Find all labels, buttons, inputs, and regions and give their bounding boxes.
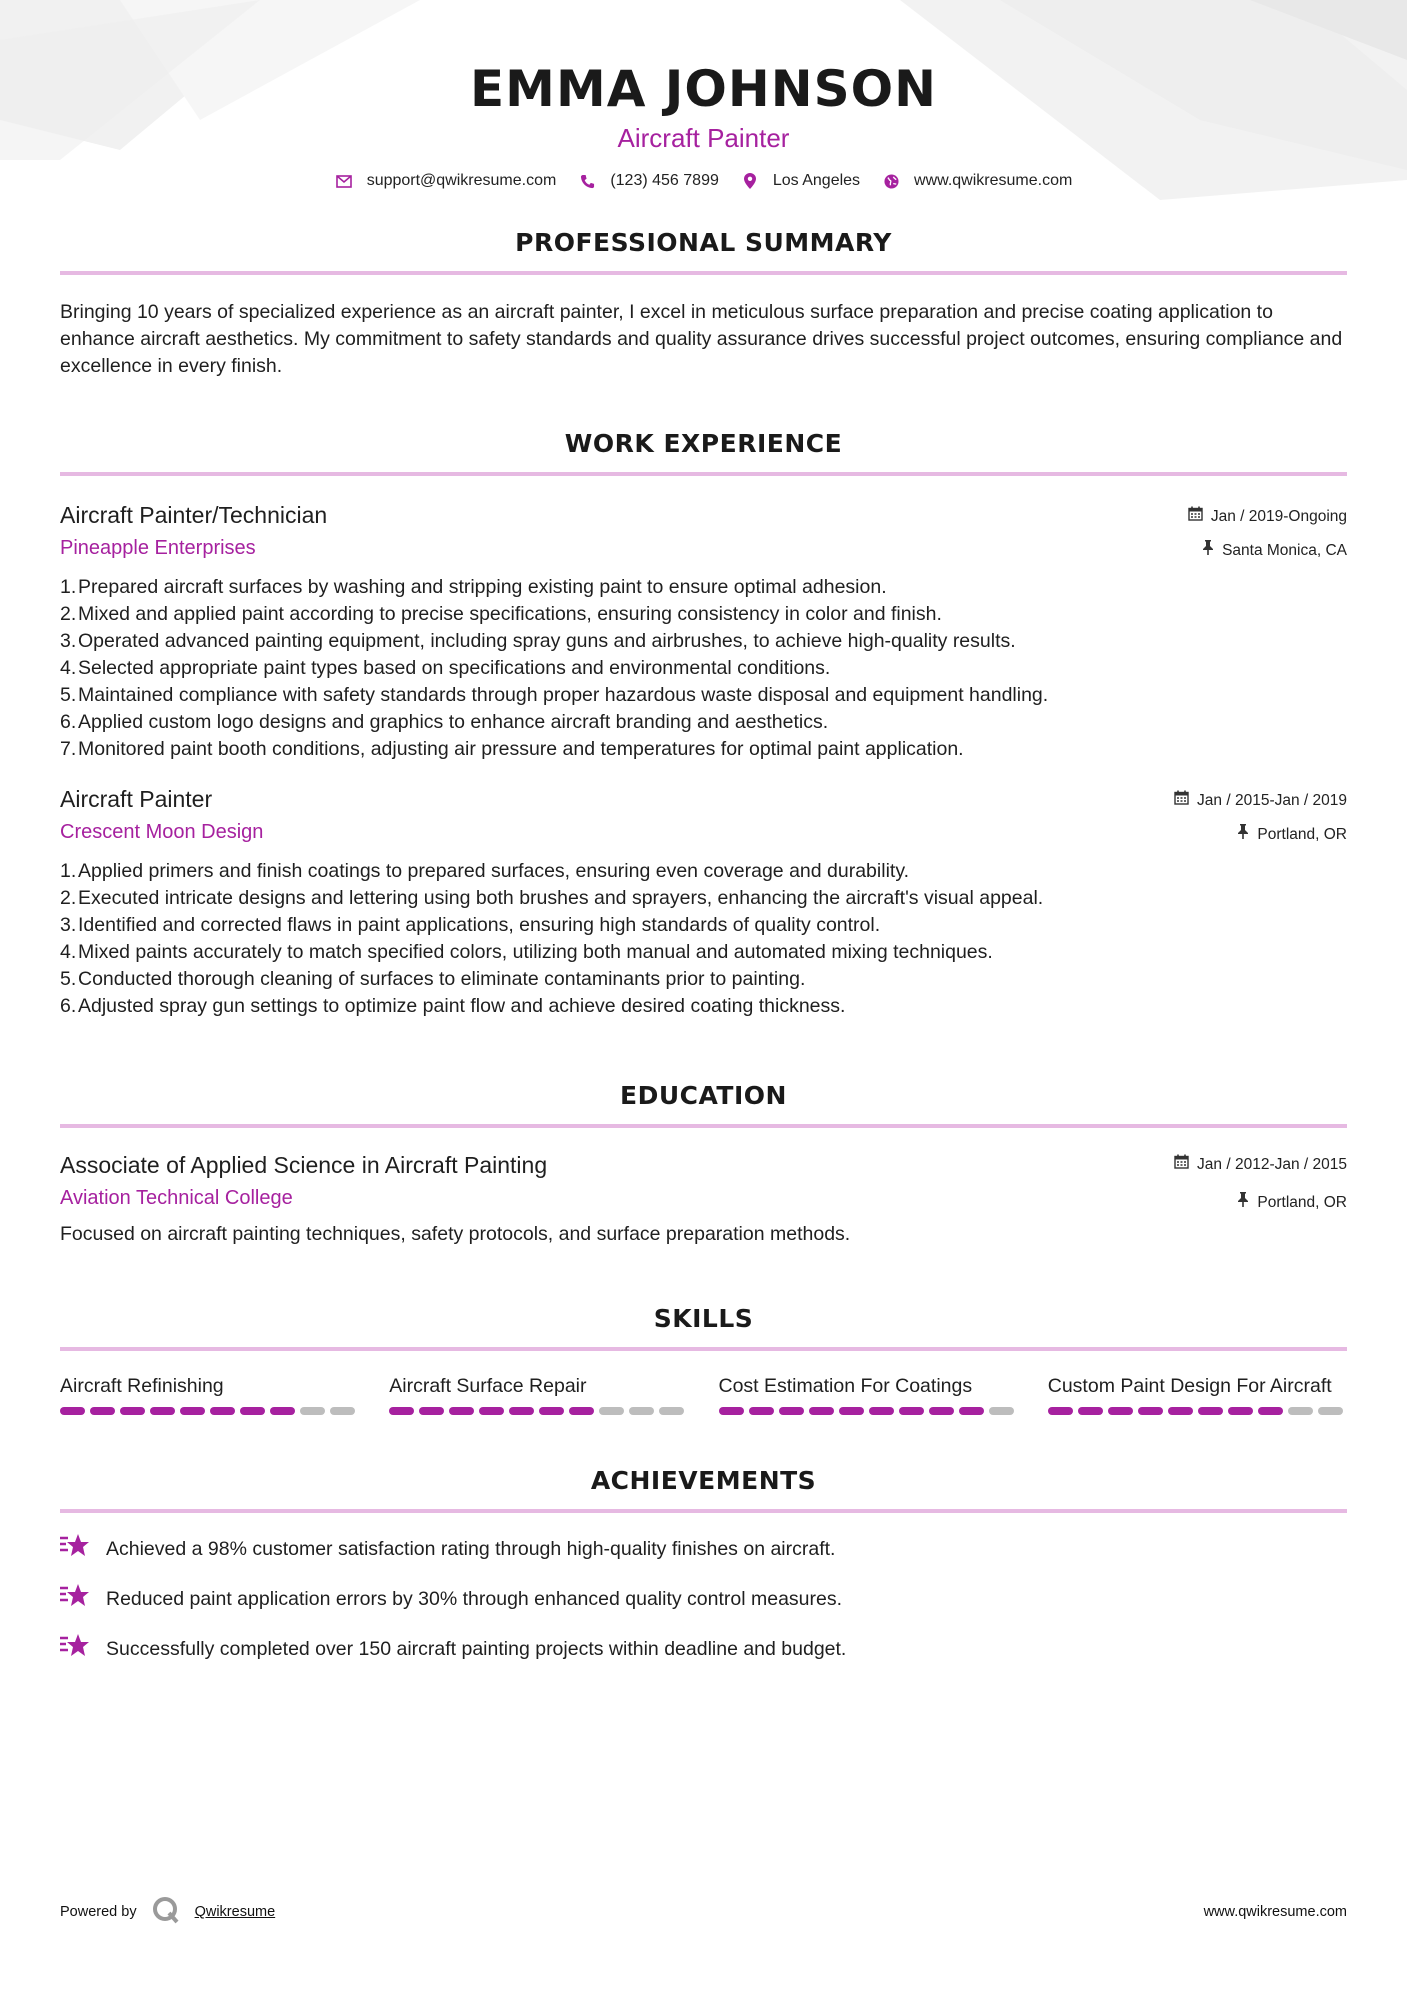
experience-heading: WORK EXPERIENCE xyxy=(564,429,843,458)
skill-level-segment xyxy=(270,1407,295,1415)
job-entry xyxy=(60,784,1347,1020)
education-entry xyxy=(60,1150,1347,1248)
skill-level-segment xyxy=(719,1407,744,1415)
achievements-section xyxy=(60,1465,1347,1665)
skill-level-segment xyxy=(899,1407,924,1415)
email-text: support@qwikresume.com xyxy=(366,172,557,189)
contact-phone[interactable] xyxy=(578,172,719,190)
list-item: 2. Executed intricate designs and lettering using both brushes and sprayers, enhancing the aircraft's visual appeal. xyxy=(60,887,1044,909)
skill-level-segment xyxy=(929,1407,954,1415)
education-heading: EDUCATION xyxy=(620,1081,787,1110)
skill-level-segment xyxy=(599,1407,624,1415)
skill-level-segment xyxy=(659,1407,684,1415)
job-company: Crescent Moon Design xyxy=(60,821,264,843)
job-title: Aircraft Painter xyxy=(60,786,213,812)
list-item: 3. Operated advanced painting equipment, including spray guns and airbrushes, to achieve high-quality results. xyxy=(60,630,1016,652)
skill-level-segment xyxy=(389,1407,414,1415)
calendar-icon xyxy=(1174,790,1189,811)
list-item: 6. Adjusted spray gun settings to optimize paint flow and achieve desired coating thickness. xyxy=(60,995,846,1017)
skill-level-segment xyxy=(839,1407,864,1415)
list-item: 2. Mixed and applied paint according to precise specifications, ensuring consistency in color and finish. xyxy=(60,603,942,625)
job-dates: Jan / 2019-Ongoing xyxy=(1210,507,1347,525)
list-item: 5. Maintained compliance with safety standards through proper hazardous waste disposal and equipment handling. xyxy=(60,684,1049,706)
calendar-icon xyxy=(1188,506,1203,527)
phone-text: (123) 456 7899 xyxy=(610,172,719,189)
skill-item xyxy=(60,1373,359,1415)
skill-level-segment xyxy=(1198,1407,1223,1415)
footer-website-link[interactable]: www.qwikresume.com xyxy=(1203,1904,1347,1920)
school-name: Aviation Technical College xyxy=(60,1187,293,1209)
skill-item xyxy=(1048,1373,1347,1415)
section-divider xyxy=(60,472,1347,476)
resume-header xyxy=(60,0,1347,190)
education-dates: Jan / 2012-Jan / 2015 xyxy=(1197,1155,1347,1173)
skill-level-segment xyxy=(1078,1407,1103,1415)
list-item: 7. Monitored paint booth conditions, adjusting air pressure and temperatures for optimal paint application. xyxy=(60,738,964,760)
list-item: 1. Applied primers and finish coatings to prepared surfaces, ensuring even coverage and durability. xyxy=(60,860,910,882)
skill-level-segment xyxy=(1318,1407,1343,1415)
star-icon xyxy=(60,1633,90,1665)
globe-icon xyxy=(882,172,900,190)
contact-bar xyxy=(60,172,1347,190)
candidate-role: Aircraft Painter xyxy=(617,123,790,153)
contact-website[interactable] xyxy=(882,172,1072,190)
experience-section xyxy=(60,428,1347,1020)
skill-level-segment xyxy=(1168,1407,1193,1415)
skill-name: Custom Paint Design For Aircraft xyxy=(1047,1375,1332,1397)
job-entry xyxy=(60,500,1347,763)
powered-by-label: Powered by xyxy=(60,1904,137,1920)
skill-level-bar xyxy=(1048,1407,1347,1415)
skill-level-segment xyxy=(569,1407,594,1415)
list-item: Achieved a 98% customer satisfaction rating through high-quality finishes on aircraft. xyxy=(60,1533,1347,1565)
education-section xyxy=(60,1080,1347,1248)
skill-level-segment xyxy=(509,1407,534,1415)
skills-heading: SKILLS xyxy=(653,1304,754,1333)
skill-level-segment xyxy=(1108,1407,1133,1415)
skill-level-segment xyxy=(330,1407,355,1415)
section-divider xyxy=(60,1347,1347,1351)
skill-level-segment xyxy=(989,1407,1014,1415)
skill-item xyxy=(719,1373,1018,1415)
calendar-icon xyxy=(1174,1154,1189,1175)
skills-grid xyxy=(60,1373,1347,1415)
map-marker-icon xyxy=(741,172,759,190)
candidate-name: EMMA JOHNSON xyxy=(470,60,937,118)
list-item: 3. Identified and corrected flaws in paint applications, ensuring high standards of quality control. xyxy=(60,914,881,936)
skill-item xyxy=(389,1373,688,1415)
skill-level-segment xyxy=(210,1407,235,1415)
degree-title: Associate of Applied Science in Aircraft Painting xyxy=(60,1152,548,1178)
job-bullets xyxy=(60,574,1347,763)
list-item: 5. Conducted thorough cleaning of surfaces to eliminate contaminants prior to painting. xyxy=(60,968,806,990)
pushpin-icon xyxy=(1202,540,1214,561)
skill-level-segment xyxy=(1258,1407,1283,1415)
skill-level-segment xyxy=(779,1407,804,1415)
skill-name: Cost Estimation For Coatings xyxy=(718,1375,973,1397)
skill-level-segment xyxy=(120,1407,145,1415)
list-item: 4. Selected appropriate paint types based on specifications and environmental conditions. xyxy=(60,657,831,679)
star-icon xyxy=(60,1583,90,1615)
job-location: Portland, OR xyxy=(1257,825,1347,843)
qwikresume-logo-icon xyxy=(151,1895,181,1929)
skill-level-segment xyxy=(959,1407,984,1415)
skill-level-segment xyxy=(90,1407,115,1415)
pushpin-icon xyxy=(1237,1192,1249,1213)
section-divider xyxy=(60,1124,1347,1128)
skill-level-segment xyxy=(629,1407,654,1415)
achievements-list xyxy=(60,1533,1347,1665)
skill-level-bar xyxy=(719,1407,1018,1415)
job-location: Santa Monica, CA xyxy=(1222,541,1347,559)
summary-text: Bringing 10 years of specialized experience as an aircraft painter, I excel in meticulous surface preparation and precise coating application to enhance aircraft aesthetics. My commitment to safety standards and quality assurance drives successful project outcomes, ensuring compliance and excellence in every finish. xyxy=(60,301,1343,377)
skill-level-segment xyxy=(60,1407,85,1415)
contact-email[interactable] xyxy=(335,172,557,190)
website-text: www.qwikresume.com xyxy=(914,172,1073,189)
skill-level-segment xyxy=(539,1407,564,1415)
skill-name: Aircraft Refinishing xyxy=(60,1375,224,1397)
education-description: Focused on aircraft painting techniques, safety protocols, and surface preparation methods. xyxy=(60,1223,851,1245)
list-item: 4. Mixed paints accurately to match specified colors, utilizing both manual and automated mixing techniques. xyxy=(60,941,993,963)
contact-location xyxy=(741,172,860,190)
skill-name: Aircraft Surface Repair xyxy=(389,1375,587,1397)
skill-level-segment xyxy=(180,1407,205,1415)
list-item: Successfully completed over 150 aircraft painting projects within deadline and budget. xyxy=(60,1633,1347,1665)
skill-level-segment xyxy=(809,1407,834,1415)
star-icon xyxy=(60,1533,90,1565)
skill-level-segment xyxy=(300,1407,325,1415)
job-bullets xyxy=(60,858,1347,1020)
location-text: Los Angeles xyxy=(772,172,861,189)
job-dates: Jan / 2015-Jan / 2019 xyxy=(1197,791,1347,809)
list-item: Reduced paint application errors by 30% through enhanced quality control measures. xyxy=(60,1583,1347,1615)
section-divider xyxy=(60,271,1347,275)
job-title: Aircraft Painter/Technician xyxy=(60,502,328,528)
list-item: 1. Prepared aircraft surfaces by washing and stripping existing paint to ensure optimal adhesion. xyxy=(60,576,887,598)
summary-section xyxy=(60,227,1347,380)
skills-section xyxy=(60,1303,1347,1415)
skill-level-segment xyxy=(419,1407,444,1415)
section-divider xyxy=(60,1509,1347,1513)
pushpin-icon xyxy=(1237,824,1249,845)
education-location: Portland, OR xyxy=(1257,1193,1347,1211)
skill-level-segment xyxy=(749,1407,774,1415)
brand-link[interactable]: Qwikresume xyxy=(194,1904,276,1920)
phone-icon xyxy=(578,172,596,190)
skill-level-segment xyxy=(1228,1407,1253,1415)
skill-level-segment xyxy=(240,1407,265,1415)
achievements-heading: ACHIEVEMENTS xyxy=(590,1466,817,1495)
skill-level-segment xyxy=(1138,1407,1163,1415)
skill-level-segment xyxy=(479,1407,504,1415)
list-item: 6. Applied custom logo designs and graphics to enhance aircraft branding and aesthetics. xyxy=(60,711,829,733)
summary-heading: PROFESSIONAL SUMMARY xyxy=(515,228,892,257)
skill-level-segment xyxy=(1288,1407,1313,1415)
envelope-icon xyxy=(335,172,353,190)
skill-level-segment xyxy=(449,1407,474,1415)
skill-level-bar xyxy=(60,1407,359,1415)
page-footer xyxy=(60,1895,1347,1929)
skill-level-bar xyxy=(389,1407,688,1415)
skill-level-segment xyxy=(150,1407,175,1415)
skill-level-segment xyxy=(869,1407,894,1415)
skill-level-segment xyxy=(1048,1407,1073,1415)
job-company: Pineapple Enterprises xyxy=(60,537,256,559)
